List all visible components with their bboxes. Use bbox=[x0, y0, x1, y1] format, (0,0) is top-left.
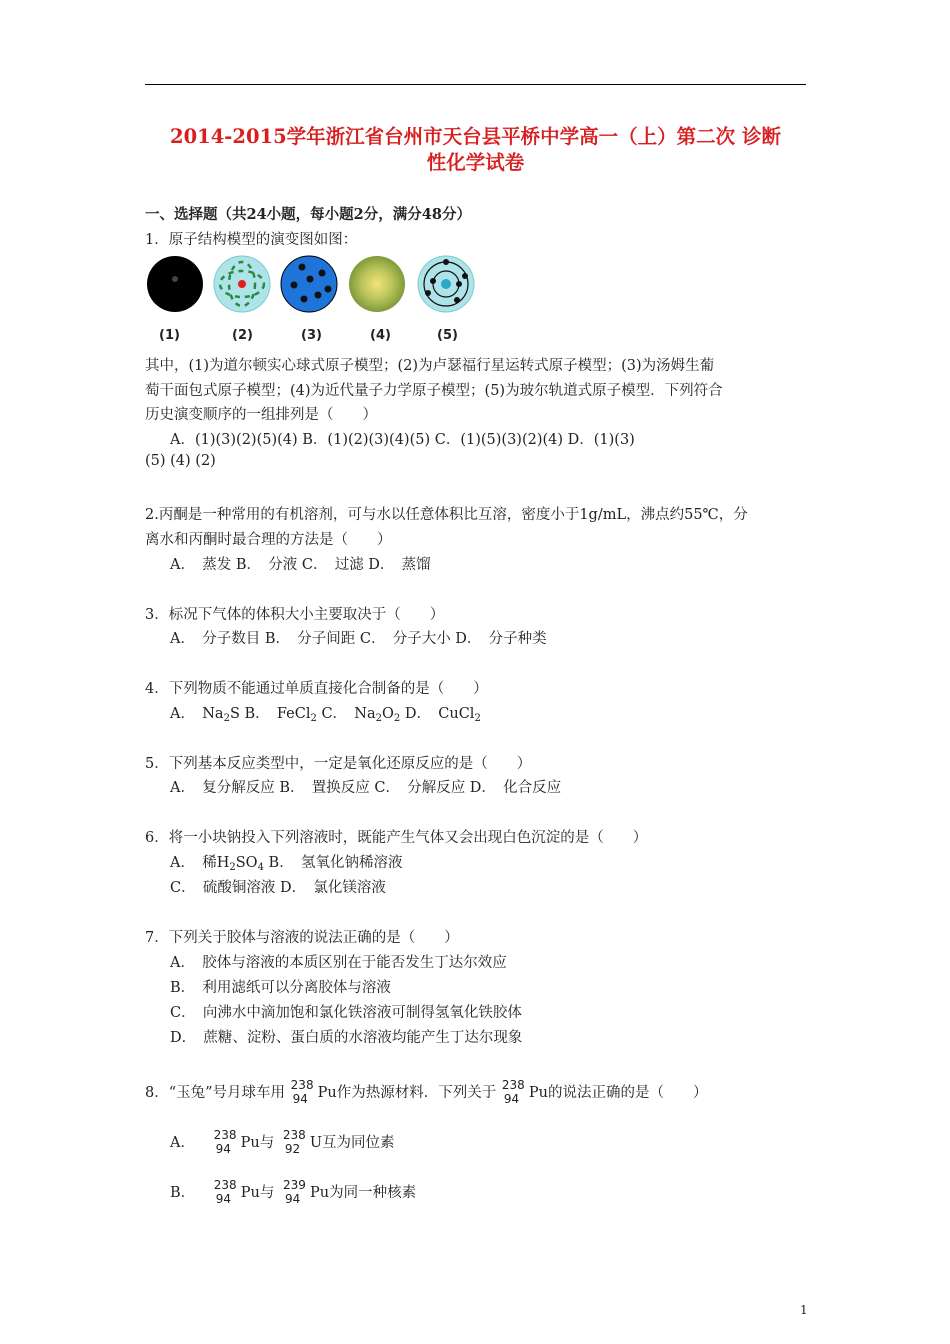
q6-options-line-1: A． 稀$H_2SO_4$ B． 氢氧化钠稀溶液 bbox=[170, 855, 403, 873]
nuclide-pu238: 238 94 bbox=[501, 1078, 525, 1106]
page-number: 1 bbox=[800, 1303, 808, 1317]
q2-options: A． 蒸发 B． 分液 C． 过滤 D． 蒸馏 bbox=[170, 557, 431, 573]
q7-option-b: B． 利用滤纸可以分离胶体与溶液 bbox=[170, 980, 391, 996]
q8-option-b: B． 238 94 Pu与 239 94 Pu为同一种核素 bbox=[170, 1178, 417, 1206]
quantum-model-icon bbox=[348, 255, 406, 313]
nuclide-pu239: 239 94 bbox=[282, 1178, 306, 1206]
q1-body-line-1: 其中，(1)为道尔顿实心球式原子模型；(2)为卢瑟福行星运转式原子模型；(3)为汤姆生葡 bbox=[145, 358, 715, 374]
nuclide-pu238: 238 94 bbox=[290, 1078, 314, 1106]
figure-label-3: (3) bbox=[301, 328, 322, 343]
nuclide-pu238: 238 94 bbox=[213, 1178, 237, 1206]
atom-model-figure bbox=[145, 255, 490, 345]
title-line-1: 2014-2015学年浙江省台州市天台县平桥中学高一（上）第二次 诊断 bbox=[170, 125, 781, 148]
bohr-model-icon bbox=[417, 255, 475, 313]
q5-stem: 5．下列基本反应类型中，一定是氧化还原反应的是（ ） bbox=[145, 756, 532, 772]
nuclide-pu238: 238 94 bbox=[213, 1128, 237, 1156]
rutherford-model-icon bbox=[213, 255, 271, 313]
q8-stem: 8．“玉兔”号月球车用 238 94 Pu作为热源材料．下列关于 238 94 Pu的说法正确的是（ ） bbox=[145, 1078, 708, 1106]
q5-options: A． 复分解反应 B． 置换反应 C． 分解反应 D． 化合反应 bbox=[170, 780, 562, 796]
page-title bbox=[145, 124, 806, 176]
q8-option-a: A． 238 94 Pu与 238 92 U互为同位素 bbox=[170, 1128, 395, 1156]
q1-body-line-3: 历史演变顺序的一组排列是（ ） bbox=[145, 407, 377, 423]
q7-option-d: D． 蔗糖、淀粉、蛋白质的水溶液均能产生丁达尔现象 bbox=[170, 1030, 523, 1046]
figure-label-1: (1) bbox=[159, 328, 180, 343]
nuclide-u238: 238 92 bbox=[282, 1128, 306, 1156]
dalton-model-icon bbox=[146, 255, 204, 313]
q6-options-line-2: C． 硫酸铜溶液 D． 氯化镁溶液 bbox=[170, 880, 386, 896]
q2-stem-line-2: 离水和丙酮时最合理的方法是（ ） bbox=[145, 532, 392, 548]
q3-options: A． 分子数目 B． 分子间距 C． 分子大小 D． 分子种类 bbox=[170, 631, 547, 647]
q1-options-line-1: A．(1)(3)(2)(5)(4) B．(1)(2)(3)(4)(5) C．(1)(5)(3)(2)(4) D．(1)(3) bbox=[170, 432, 635, 448]
figure-label-2: (2) bbox=[232, 328, 253, 343]
section-heading: 一、选择题（共24小题，每小题2分，满分48分） bbox=[145, 206, 471, 223]
title-line-2: 性化学试卷 bbox=[426, 151, 525, 174]
q4-options: A． $Na_2S$ B． FeCl$_2$ C． $Na_2O_2$ D． CuCl$_2$ bbox=[170, 706, 481, 724]
q7-stem: 7．下列关于胶体与溶液的说法正确的是（ ） bbox=[145, 930, 459, 946]
q6-stem: 6．将一小块钠投入下列溶液时，既能产生气体又会出现白色沉淀的是（ ） bbox=[145, 830, 648, 846]
q1-stem: 1．原子结构模型的演变图如图： bbox=[145, 232, 358, 248]
thomson-model-icon bbox=[280, 255, 338, 313]
header-rule bbox=[145, 84, 806, 85]
figure-label-4: (4) bbox=[370, 328, 391, 343]
q7-option-a: A． 胶体与溶液的本质区别在于能否发生丁达尔效应 bbox=[170, 955, 507, 971]
q4-stem: 4．下列物质不能通过单质直接化合制备的是（ ） bbox=[145, 681, 488, 697]
q1-body-line-2: 萄干面包式原子模型；(4)为近代量子力学原子模型；(5)为玻尔轨道式原子模型．下列符合 bbox=[145, 383, 723, 399]
figure-label-5: (5) bbox=[437, 328, 458, 343]
q3-stem: 3．标况下气体的体积大小主要取决于（ ） bbox=[145, 607, 445, 623]
q2-stem-line-1: 2.丙酮是一种常用的有机溶剂，可与水以任意体积比互溶，密度小于1g/mL，沸点约55℃，分 bbox=[145, 507, 748, 523]
q7-option-c: C． 向沸水中滴加饱和氯化铁溶液可制得氢氧化铁胶体 bbox=[170, 1005, 522, 1021]
q1-options-line-2: (5) (4) (2) bbox=[145, 453, 216, 469]
